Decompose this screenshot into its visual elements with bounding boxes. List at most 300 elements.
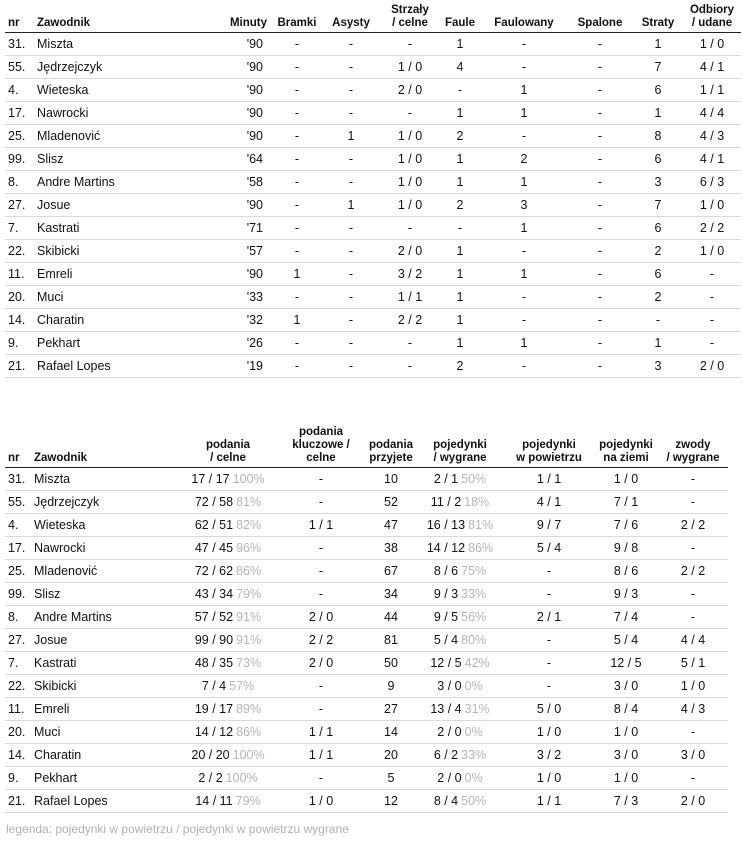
- key-passes-cell: -: [276, 675, 366, 698]
- assists-cell: -: [321, 102, 381, 125]
- losses-cell: 6: [633, 217, 683, 240]
- player-number: 55.: [5, 56, 35, 79]
- shots-cell: 2 / 0: [381, 79, 439, 102]
- passes-percent: 100%: [225, 771, 258, 785]
- player-number: 17.: [5, 102, 35, 125]
- aerial-duels-cell: 1 / 0: [504, 767, 594, 790]
- table-row: [5, 332, 743, 355]
- dribbles-cell: 4 / 3: [658, 698, 728, 721]
- aerial-duels-cell: 4 / 1: [504, 491, 594, 514]
- minutes-cell: '19: [185, 355, 273, 378]
- dribbles-cell: -: [658, 537, 728, 560]
- goals-cell: -: [273, 171, 321, 194]
- duels-value: 2 / 0: [437, 725, 462, 739]
- goals-cell: 1: [273, 263, 321, 286]
- key-passes-cell: 1 / 0: [276, 790, 366, 813]
- player-name: Andre Martins: [35, 171, 185, 194]
- header-fouled: Faulowany: [481, 4, 567, 33]
- dribbles-cell: 4 / 4: [658, 629, 728, 652]
- aerial-duels-cell: -: [504, 583, 594, 606]
- key-passes-cell: -: [276, 767, 366, 790]
- minutes-cell: '33: [185, 286, 273, 309]
- tackles-cell: 1 / 0: [683, 33, 741, 56]
- shots-cell: 1 / 0: [381, 171, 439, 194]
- shots-cell: 1 / 0: [381, 194, 439, 217]
- fouls-cell: -: [439, 79, 481, 102]
- aerial-duels-cell: -: [504, 560, 594, 583]
- ground-duels-cell: 8 / 6: [594, 560, 658, 583]
- player-name: Wieteska: [35, 79, 185, 102]
- fouls-cell: 1: [439, 148, 481, 171]
- header-minutes: Minuty: [185, 4, 273, 33]
- ground-duels-cell: 7 / 1: [594, 491, 658, 514]
- assists-cell: -: [321, 79, 381, 102]
- offsides-cell: -: [567, 286, 633, 309]
- dribbles-cell: 1 / 0: [658, 675, 728, 698]
- tackles-cell: -: [683, 332, 741, 355]
- aerial-duels-cell: -: [504, 629, 594, 652]
- player-name: Mladenović: [32, 560, 180, 583]
- duels-cell: [416, 675, 504, 698]
- table-row: [5, 102, 743, 125]
- key-passes-cell: 2 / 2: [276, 629, 366, 652]
- player-name: Pekhart: [32, 767, 180, 790]
- assists-cell: -: [321, 33, 381, 56]
- duels-value: 9 / 3: [433, 587, 459, 601]
- passes-received-cell: 67: [366, 560, 416, 583]
- key-passes-cell: -: [276, 698, 366, 721]
- player-number: 27.: [5, 194, 35, 217]
- passes-received-cell: 12: [366, 790, 416, 813]
- table-row: [5, 217, 743, 240]
- player-number: 99.: [5, 148, 35, 171]
- passes-cell: [180, 560, 276, 583]
- player-number: 21.: [5, 355, 35, 378]
- tackles-cell: 4 / 1: [683, 56, 741, 79]
- ground-duels-cell: 3 / 0: [594, 675, 658, 698]
- spacer: [728, 675, 734, 698]
- spacer: [728, 606, 734, 629]
- key-passes-cell: -: [276, 537, 366, 560]
- player-name: Nawrocki: [35, 102, 185, 125]
- aerial-duels-cell: 2 / 1: [504, 606, 594, 629]
- assists-cell: -: [321, 286, 381, 309]
- tackles-cell: 4 / 3: [683, 125, 741, 148]
- ground-duels-cell: 3 / 0: [594, 744, 658, 767]
- offsides-cell: -: [567, 33, 633, 56]
- header-nr: nr: [5, 426, 32, 468]
- shots-cell: -: [381, 217, 439, 240]
- aerial-duels-cell: 9 / 7: [504, 514, 594, 537]
- key-passes-cell: -: [276, 583, 366, 606]
- fouls-cell: 1: [439, 332, 481, 355]
- shots-cell: -: [381, 355, 439, 378]
- table-row: [5, 629, 734, 652]
- offsides-cell: -: [567, 332, 633, 355]
- spacer: [728, 698, 734, 721]
- fouls-cell: 1: [439, 33, 481, 56]
- spacer: [728, 583, 734, 606]
- tackles-cell: 1 / 0: [683, 194, 741, 217]
- header-player: Zawodnik: [35, 4, 185, 33]
- fouled-cell: -: [481, 309, 567, 332]
- fouled-cell: -: [481, 56, 567, 79]
- passes-value: 14 / 12: [194, 725, 234, 739]
- player-number: 14.: [5, 309, 35, 332]
- duels-percent: 86%: [468, 541, 494, 555]
- table-row: [5, 491, 734, 514]
- minutes-cell: '90: [185, 263, 273, 286]
- fouled-cell: 1: [481, 332, 567, 355]
- passes-value: 19 / 17: [194, 702, 234, 716]
- passes-received-cell: 14: [366, 721, 416, 744]
- spacer: [728, 468, 734, 491]
- minutes-cell: '90: [185, 33, 273, 56]
- passes-received-cell: 27: [366, 698, 416, 721]
- passes-cell: [180, 767, 276, 790]
- minutes-cell: '32: [185, 309, 273, 332]
- shots-cell: 1 / 1: [381, 286, 439, 309]
- header-fouls: Faule: [439, 4, 481, 33]
- spacer: [728, 721, 734, 744]
- player-name: Rafael Lopes: [32, 790, 180, 813]
- player-number: 99.: [5, 583, 32, 606]
- player-name: Miszta: [32, 468, 180, 491]
- dribbles-cell: 2 / 2: [658, 560, 728, 583]
- player-number: 4.: [5, 514, 32, 537]
- aerial-duels-cell: 3 / 2: [504, 744, 594, 767]
- header-assists: Asysty: [321, 4, 381, 33]
- passes-value: 20 / 20: [191, 748, 230, 762]
- fouls-cell: 1: [439, 263, 481, 286]
- duels-percent: 33%: [461, 748, 487, 762]
- passes-received-cell: 44: [366, 606, 416, 629]
- ground-duels-cell: 1 / 0: [594, 721, 658, 744]
- player-number: 22.: [5, 240, 35, 263]
- losses-cell: 3: [633, 171, 683, 194]
- dribbles-cell: 5 / 1: [658, 652, 728, 675]
- passes-value: 99 / 90: [194, 633, 234, 647]
- fouls-cell: -: [439, 217, 481, 240]
- fouled-cell: 1: [481, 263, 567, 286]
- player-number: 8.: [5, 606, 32, 629]
- player-name: Jędrzejczyk: [35, 56, 185, 79]
- duels-value: 8 / 4: [433, 794, 459, 808]
- spacer: [728, 744, 734, 767]
- shots-cell: 2 / 2: [381, 309, 439, 332]
- fouls-cell: 2: [439, 355, 481, 378]
- duels-cell: [416, 744, 504, 767]
- dribbles-cell: 3 / 0: [658, 744, 728, 767]
- passes-value: 47 / 45: [194, 541, 234, 555]
- assists-cell: -: [321, 240, 381, 263]
- fouled-cell: -: [481, 286, 567, 309]
- fouled-cell: 1: [481, 171, 567, 194]
- passes-received-cell: 81: [366, 629, 416, 652]
- ground-duels-cell: 9 / 8: [594, 537, 658, 560]
- passes-cell: [180, 675, 276, 698]
- duels-percent: 50%: [461, 472, 487, 486]
- player-name: Josue: [32, 629, 180, 652]
- header-goals: Bramki: [273, 4, 321, 33]
- duels-percent: 0%: [464, 679, 483, 693]
- dribbles-cell: 2 / 0: [658, 790, 728, 813]
- duels-cell: [416, 491, 504, 514]
- fouls-cell: 1: [439, 171, 481, 194]
- fouled-cell: 1: [481, 79, 567, 102]
- tackles-cell: 1 / 0: [683, 240, 741, 263]
- duels-percent: 0%: [464, 771, 483, 785]
- player-number: 9.: [5, 767, 32, 790]
- passes-received-cell: 10: [366, 468, 416, 491]
- player-number: 20.: [5, 721, 32, 744]
- player-name: Kastrati: [35, 217, 185, 240]
- goals-cell: -: [273, 148, 321, 171]
- key-passes-cell: 1 / 1: [276, 744, 366, 767]
- passes-percent: 86%: [236, 725, 262, 739]
- table-row: [5, 652, 734, 675]
- ground-duels-cell: 12 / 5: [594, 652, 658, 675]
- goals-cell: -: [273, 79, 321, 102]
- header-tackles: Odbiory / udane: [683, 4, 741, 33]
- player-name: Skibicki: [35, 240, 185, 263]
- player-name: Nawrocki: [32, 537, 180, 560]
- header-player: Zawodnik: [32, 426, 180, 468]
- table-row: [5, 560, 734, 583]
- table-row: [5, 240, 743, 263]
- tackles-cell: 2 / 0: [683, 355, 741, 378]
- table-row: [5, 56, 743, 79]
- duels-value: 2 / 1: [433, 472, 459, 486]
- offsides-cell: -: [567, 102, 633, 125]
- header-dribbles: zwody / wygrane: [658, 426, 728, 468]
- player-name: Pekhart: [35, 332, 185, 355]
- passes-percent: 100%: [232, 472, 265, 486]
- header-duels: pojedynki / wygrane: [416, 426, 504, 468]
- losses-cell: 2: [633, 240, 683, 263]
- table-row: [5, 721, 734, 744]
- duels-cell: [416, 537, 504, 560]
- duels-percent: 18%: [464, 495, 490, 509]
- minutes-cell: '26: [185, 332, 273, 355]
- header-key-passes: podania kluczowe / celne: [276, 426, 366, 468]
- shots-cell: 1 / 0: [381, 56, 439, 79]
- duels-percent: 0%: [464, 725, 483, 739]
- offsides-cell: -: [567, 171, 633, 194]
- losses-cell: 6: [633, 148, 683, 171]
- table-row: [5, 355, 743, 378]
- fouled-cell: 1: [481, 217, 567, 240]
- goals-cell: -: [273, 286, 321, 309]
- shots-cell: -: [381, 332, 439, 355]
- offsides-cell: -: [567, 148, 633, 171]
- table-row: [5, 583, 734, 606]
- player-number: 25.: [5, 125, 35, 148]
- passes-cell: [180, 721, 276, 744]
- key-passes-cell: 2 / 0: [276, 652, 366, 675]
- table-row: [5, 286, 743, 309]
- minutes-cell: '90: [185, 102, 273, 125]
- table-row: [5, 537, 734, 560]
- duels-value: 2 / 0: [437, 771, 462, 785]
- fouled-cell: -: [481, 33, 567, 56]
- aerial-duels-cell: 1 / 1: [504, 790, 594, 813]
- header-ground-duels: pojedynki na ziemi: [594, 426, 658, 468]
- passes-cell: [180, 629, 276, 652]
- duels-percent: 50%: [461, 794, 487, 808]
- tackles-cell: 4 / 4: [683, 102, 741, 125]
- minutes-cell: '90: [185, 194, 273, 217]
- minutes-cell: '90: [185, 125, 273, 148]
- player-number: 21.: [5, 790, 32, 813]
- losses-cell: 2: [633, 286, 683, 309]
- player-name: Wieteska: [32, 514, 180, 537]
- duels-cell: [416, 698, 504, 721]
- player-name: Skibicki: [32, 675, 180, 698]
- player-number: 11.: [5, 263, 35, 286]
- passes-value: 62 / 51: [194, 518, 234, 532]
- player-name: Rafael Lopes: [35, 355, 185, 378]
- fouls-cell: 1: [439, 102, 481, 125]
- player-number: 9.: [5, 332, 35, 355]
- passes-value: 7 / 4: [201, 679, 227, 693]
- passes-value: 17 / 17: [191, 472, 230, 486]
- duels-value: 6 / 2: [433, 748, 459, 762]
- assists-cell: -: [321, 217, 381, 240]
- aerial-duels-cell: -: [504, 675, 594, 698]
- duels-value: 8 / 6: [433, 564, 459, 578]
- duels-percent: 42%: [464, 656, 490, 670]
- player-stats-table: [5, 4, 743, 378]
- passes-cell: [180, 583, 276, 606]
- player-name: Mladenović: [35, 125, 185, 148]
- passes-received-cell: 47: [366, 514, 416, 537]
- goals-cell: -: [273, 125, 321, 148]
- goals-cell: -: [273, 194, 321, 217]
- losses-cell: 1: [633, 332, 683, 355]
- goals-cell: -: [273, 56, 321, 79]
- player-number: 8.: [5, 171, 35, 194]
- player-name: Slisz: [35, 148, 185, 171]
- duels-cell: [416, 652, 504, 675]
- spacer: [728, 767, 734, 790]
- offsides-cell: -: [567, 240, 633, 263]
- table-row: [5, 171, 743, 194]
- player-number: 20.: [5, 286, 35, 309]
- table-row: [5, 263, 743, 286]
- passes-received-cell: 20: [366, 744, 416, 767]
- losses-cell: 7: [633, 56, 683, 79]
- ground-duels-cell: 7 / 3: [594, 790, 658, 813]
- header-shots: Strzały / celne: [381, 4, 439, 33]
- fouls-cell: 2: [439, 194, 481, 217]
- player-number: 14.: [5, 744, 32, 767]
- aerial-duels-cell: 5 / 0: [504, 698, 594, 721]
- player-name: Charatin: [32, 744, 180, 767]
- shots-cell: -: [381, 33, 439, 56]
- duels-percent: 31%: [464, 702, 490, 716]
- player-name: Charatin: [35, 309, 185, 332]
- assists-cell: -: [321, 332, 381, 355]
- table-row: [5, 194, 743, 217]
- shots-cell: 3 / 2: [381, 263, 439, 286]
- fouls-cell: 1: [439, 240, 481, 263]
- table-row: [5, 309, 743, 332]
- offsides-cell: -: [567, 355, 633, 378]
- tackles-cell: 6 / 3: [683, 171, 741, 194]
- tackles-cell: -: [683, 286, 741, 309]
- goals-cell: -: [273, 332, 321, 355]
- passes-cell: [180, 790, 276, 813]
- assists-cell: 1: [321, 194, 381, 217]
- offsides-cell: -: [567, 217, 633, 240]
- offsides-cell: -: [567, 56, 633, 79]
- passes-received-cell: 9: [366, 675, 416, 698]
- tackles-cell: 1 / 1: [683, 79, 741, 102]
- passes-value: 48 / 35: [194, 656, 234, 670]
- passes-cell: [180, 514, 276, 537]
- ground-duels-cell: 8 / 4: [594, 698, 658, 721]
- dribbles-cell: -: [658, 606, 728, 629]
- passes-received-cell: 50: [366, 652, 416, 675]
- duels-value: 5 / 4: [433, 633, 459, 647]
- offsides-cell: -: [567, 309, 633, 332]
- aerial-duels-cell: 1 / 0: [504, 721, 594, 744]
- passes-cell: [180, 606, 276, 629]
- ground-duels-cell: 1 / 0: [594, 767, 658, 790]
- shots-cell: -: [381, 102, 439, 125]
- passes-value: 2 / 2: [198, 771, 223, 785]
- player-name: Emreli: [32, 698, 180, 721]
- duels-cell: [416, 560, 504, 583]
- duels-cell: [416, 514, 504, 537]
- duels-percent: 56%: [461, 610, 487, 624]
- passes-percent: 91%: [236, 633, 262, 647]
- passes-value: 43 / 34: [194, 587, 234, 601]
- shots-cell: 2 / 0: [381, 240, 439, 263]
- duels-cell: [416, 767, 504, 790]
- table-row: [5, 606, 734, 629]
- aerial-duels-cell: -: [504, 652, 594, 675]
- key-passes-cell: -: [276, 468, 366, 491]
- offsides-cell: -: [567, 79, 633, 102]
- duels-value: 3 / 0: [437, 679, 462, 693]
- player-name: Andre Martins: [32, 606, 180, 629]
- shots-cell: 1 / 0: [381, 125, 439, 148]
- aerial-duels-cell: 1 / 1: [504, 468, 594, 491]
- ground-duels-cell: 7 / 6: [594, 514, 658, 537]
- passes-cell: [180, 744, 276, 767]
- key-passes-cell: -: [276, 560, 366, 583]
- passes-cell: [180, 652, 276, 675]
- dribbles-cell: 2 / 2: [658, 514, 728, 537]
- duels-value: 13 / 4: [430, 702, 462, 716]
- duels-cell: [416, 606, 504, 629]
- fouled-cell: -: [481, 125, 567, 148]
- player-name: Slisz: [32, 583, 180, 606]
- duels-value: 11 / 2: [430, 495, 462, 509]
- passes-received-cell: 38: [366, 537, 416, 560]
- duels-cell: [416, 629, 504, 652]
- dribbles-cell: -: [658, 721, 728, 744]
- table-row: [5, 744, 734, 767]
- tackles-cell: 4 / 1: [683, 148, 741, 171]
- spacer: [728, 537, 734, 560]
- passes-percent: 57%: [229, 679, 255, 693]
- duels-cell: [416, 583, 504, 606]
- player-number: 4.: [5, 79, 35, 102]
- fouls-cell: 1: [439, 286, 481, 309]
